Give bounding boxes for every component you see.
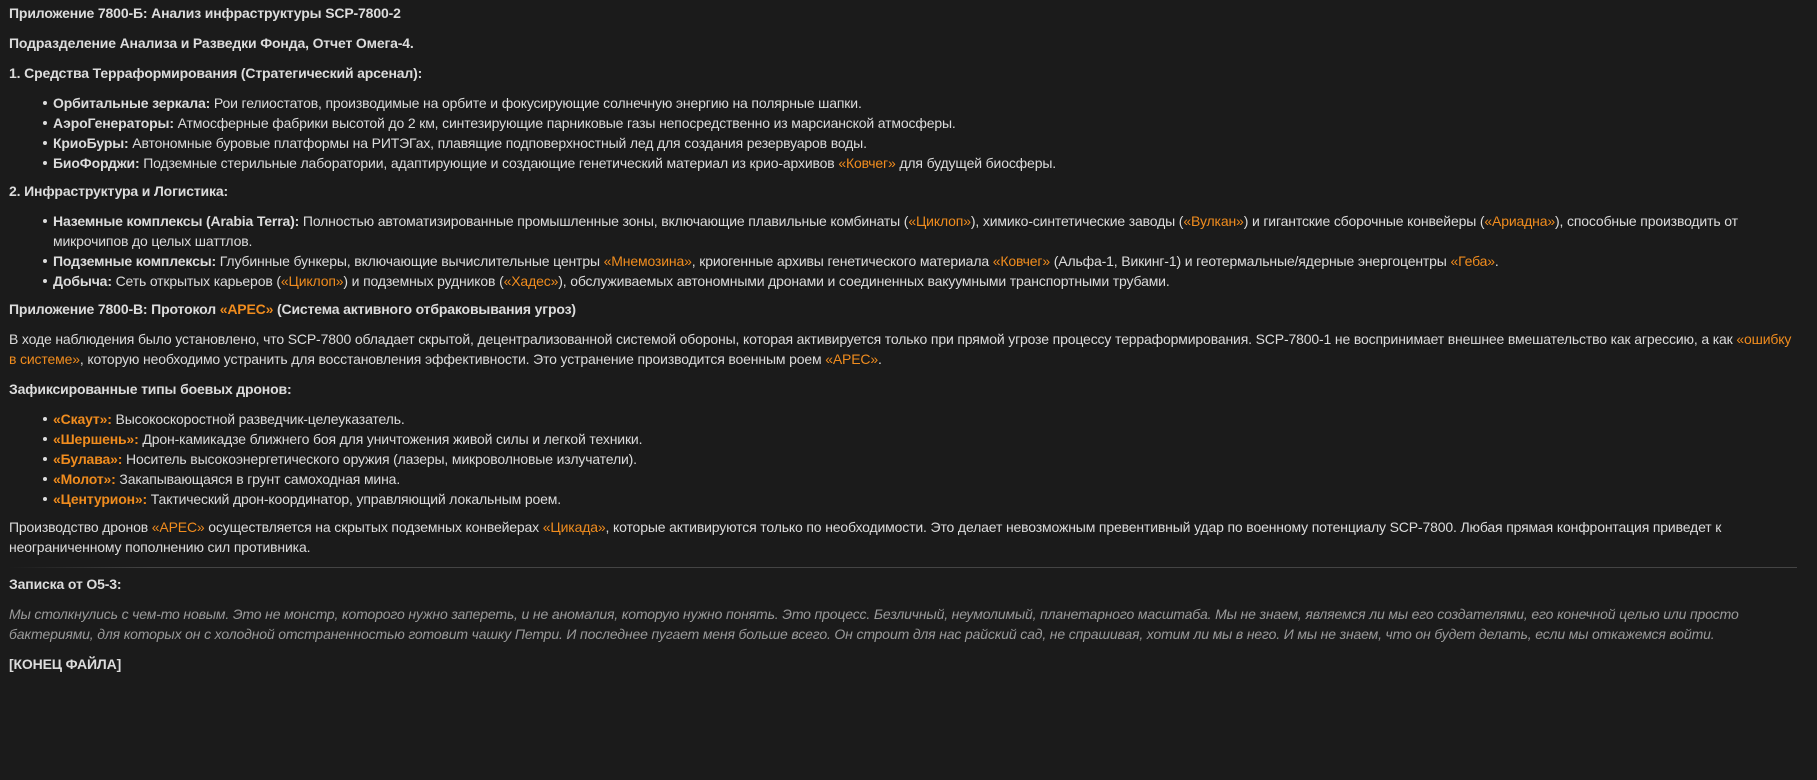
text-segment: осуществляется на скрытых подземных конвейерах xyxy=(204,519,543,535)
text-segment: Полностью автоматизированные промышленные зоны, включающие плавильные комбинаты ( xyxy=(299,213,909,229)
highlighted-term: «ошибку в системе» xyxy=(9,331,1792,367)
production-paragraph xyxy=(9,517,1797,557)
text-segment: ) и подземных рудников ( xyxy=(343,273,504,289)
appendix-v-intro xyxy=(9,329,1797,369)
text-segment: , криогенные архивы генетического материала xyxy=(691,253,993,269)
text-segment: Подземные стерильные лаборатории, адаптирующие и создающие генетический материал из крио-архивов xyxy=(139,155,839,171)
text-segment: ), обслуживаемых автономными дронами и соединенных вакуумными транспортными трубами. xyxy=(558,273,1170,289)
highlighted-term: «Геба» xyxy=(1450,253,1495,269)
list-item xyxy=(53,449,1797,469)
bold-label: Наземные комплексы (Arabia Terra): xyxy=(53,213,300,229)
highlighted-term: «Булава»: xyxy=(53,451,123,467)
highlighted-term: «Ариадна» xyxy=(1484,213,1556,229)
list-item xyxy=(53,93,1797,113)
document-subtitle: Подразделение Анализа и Разведки Фонда, Отчет Омега-4. xyxy=(9,35,414,51)
appendix-v-heading xyxy=(9,299,1797,319)
section1-heading: 1. Средства Терраформирования (Стратегический арсенал): xyxy=(9,65,423,81)
bold-label: КриоБуры: xyxy=(53,135,129,151)
text-segment: Высокоскоростной разведчик-целеуказатель. xyxy=(111,411,405,427)
bold-label: Приложение 7800-В: Протокол xyxy=(9,301,220,317)
text-segment: Производство дронов xyxy=(9,519,152,535)
highlighted-term: «Цикада» xyxy=(542,519,606,535)
text-segment: Дрон-камикадзе ближнего боя для уничтожения живой силы и легкой техники. xyxy=(138,431,643,447)
bold-label: АэроГенераторы: xyxy=(53,115,174,131)
list-item xyxy=(53,271,1797,291)
highlighted-term: «Ковчег» xyxy=(992,253,1051,269)
section1-list xyxy=(9,93,1797,173)
text-segment: . xyxy=(1494,253,1499,269)
note-text: Мы столкнулись с чем-то новым. Это не монстр, которого нужно запереть, и не аномалия, которую нужно понять. Это процесс. Безличный, неумолимый, планетарного масштаба. Мы не знаем, являемся ли мы его создателями, его конечной целью или просто бактериями, для которых он с холодной отстраненностью готовит чашку Петри. И последнее пугает меня больше всего. Он строит для нас райский сад, не спрашивая, хотим ли мы в него. И мы не знаем, что он будет делать, если мы откажемся войти. xyxy=(9,606,1739,642)
list-item xyxy=(53,153,1797,173)
highlighted-term: «Циклоп» xyxy=(280,273,344,289)
text-segment: для будущей биосферы. xyxy=(895,155,1056,171)
text-segment: Автономные буровые платформы на РИТЭГах, плавящие подповерхностный лед для создания резервуаров воды. xyxy=(128,135,867,151)
text-segment: ), химико-синтетические заводы ( xyxy=(970,213,1184,229)
highlighted-term: «Циклоп» xyxy=(908,213,971,229)
highlighted-term: «АРЕС» xyxy=(825,351,879,367)
highlighted-term: «АРЕС» xyxy=(151,519,205,535)
bold-label: (Система активного отбраковывания угроз) xyxy=(273,301,576,317)
drones-heading: Зафиксированные типы боевых дронов: xyxy=(9,381,292,397)
highlighted-term: «Вулкан» xyxy=(1183,213,1244,229)
list-item xyxy=(53,409,1797,429)
text-segment: Тактический дрон-координатор, управляющий локальным роем. xyxy=(147,491,561,507)
highlighted-term: «Ковчег» xyxy=(838,155,896,171)
text-segment: Атмосферные фабрики высотой до 2 км, синтезирующие парниковые газы непосредственно из марсианской атмосферы. xyxy=(173,115,956,131)
text-segment: Закапывающаяся в грунт самоходная мина. xyxy=(115,471,401,487)
section2-list xyxy=(9,211,1797,291)
text-segment: , которую необходимо устранить для восстановления эффективности. Это устранение производится военным роем xyxy=(79,351,826,367)
text-segment: . xyxy=(878,351,882,367)
list-item xyxy=(53,113,1797,133)
list-item xyxy=(53,429,1797,449)
highlighted-term: «Мнемозина» xyxy=(603,253,692,269)
highlighted-term: «Скаут»: xyxy=(53,411,112,427)
drones-list xyxy=(9,409,1797,509)
divider xyxy=(9,567,1797,568)
highlighted-term: «Хадес» xyxy=(503,273,559,289)
text-segment: Глубинные бункеры, включающие вычислительные центры xyxy=(216,253,604,269)
text-segment: Рои гелиостатов, производимые на орбите и фокусирующие солнечную энергию на полярные шапки. xyxy=(210,95,862,111)
bold-label: БиоФорджи: xyxy=(53,155,140,171)
text-segment: ), способные производить от микрочипов до целых шаттлов. xyxy=(53,213,1738,249)
text-segment: (Альфа-1, Викинг-1) и геотермальные/ядерные энергоцентры xyxy=(1050,253,1451,269)
text-segment: Носитель высокоэнергетического оружия (лазеры, микроволновые излучатели). xyxy=(122,451,637,467)
highlighted-term: «Молот»: xyxy=(53,471,116,487)
end-of-file: [КОНЕЦ ФАЙЛА] xyxy=(9,656,122,672)
list-item xyxy=(53,133,1797,153)
bold-label: Подземные комплексы: xyxy=(53,253,217,269)
list-item xyxy=(53,469,1797,489)
document-title: Приложение 7800-Б: Анализ инфраструктуры SCP-7800-2 xyxy=(9,5,401,21)
text-segment: ) и гигантские сборочные конвейеры ( xyxy=(1243,213,1485,229)
highlighted-term: «АРЕС» xyxy=(219,301,274,317)
list-item xyxy=(53,251,1797,271)
highlighted-term: «Шершень»: xyxy=(53,431,139,447)
bold-label: Добыча: xyxy=(53,273,112,289)
list-item xyxy=(53,211,1797,251)
bold-label: Орбитальные зеркала: xyxy=(53,95,211,111)
note-heading: Записка от О5-3: xyxy=(9,576,122,592)
section2-heading: 2. Инфраструктура и Логистика: xyxy=(9,183,229,199)
text-segment: Сеть открытых карьеров ( xyxy=(111,273,281,289)
text-segment: , которые активируются только по необходимости. Это делает невозможным превентивный удар по военному потенциалу SCP-7800. Любая прямая конфронтация приведет к неограниченному пополнению сил противника. xyxy=(9,519,1722,555)
highlighted-term: «Центурион»: xyxy=(53,491,148,507)
text-segment: В ходе наблюдения было установлено, что SCP-7800 обладает скрытой, децентрализованной системой обороны, которая активируется только при прямой угрозе процессу терраформирования. SCP-7800-1 не воспринимает внешнее вмешательство как агрессию, а как xyxy=(9,331,1737,347)
list-item xyxy=(53,489,1797,509)
